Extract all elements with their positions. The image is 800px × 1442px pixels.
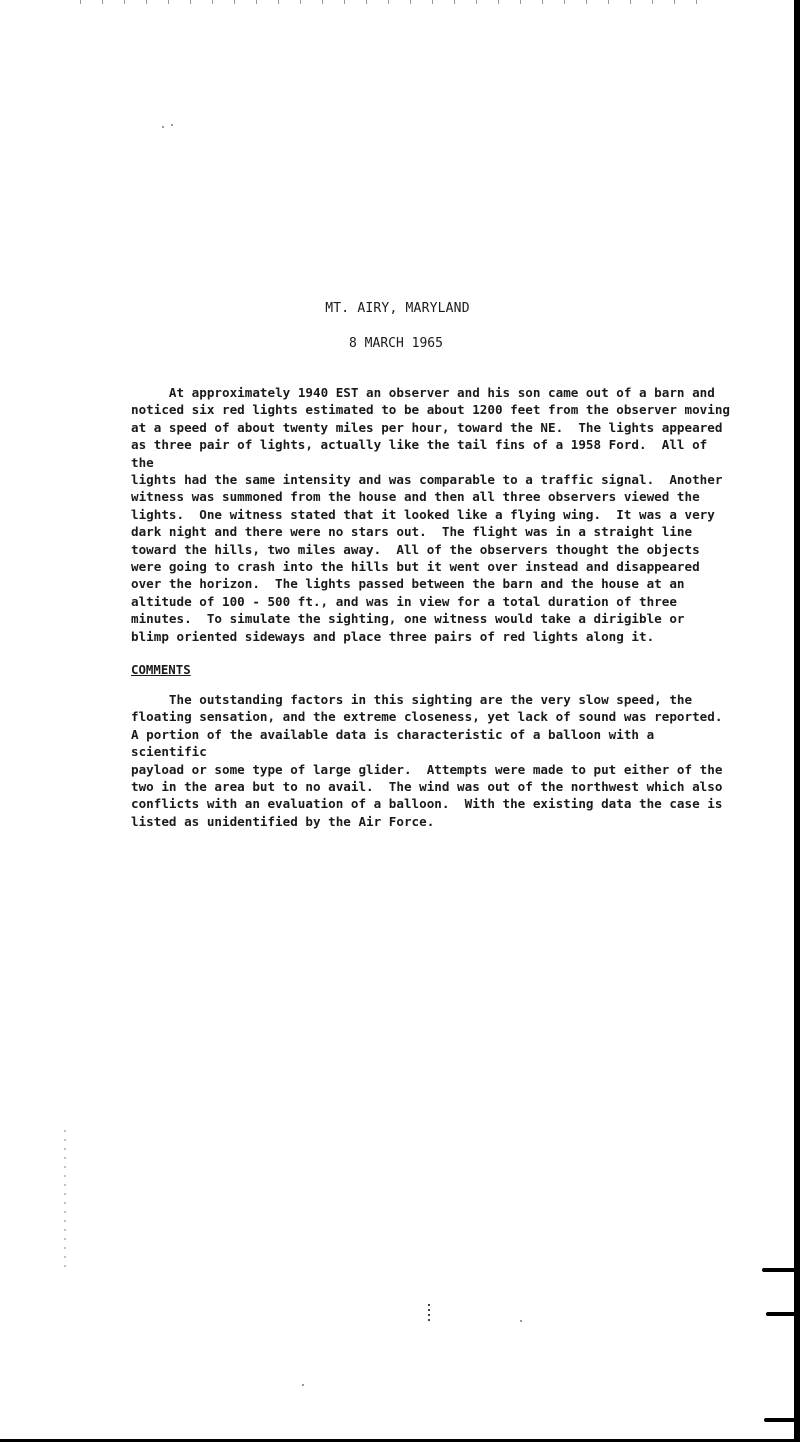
scan-speck bbox=[171, 124, 173, 126]
comments-heading: COMMENTS bbox=[131, 662, 191, 677]
text-line: altitude of 100 - 500 ft., and was in view for a total duration of three bbox=[131, 593, 677, 609]
text-line: at a speed of about twenty miles per hour, toward the NE. The lights appeared bbox=[131, 419, 723, 435]
text-line: were going to crash into the hills but it went over instead and disappeared bbox=[131, 559, 700, 575]
text-line: two in the area but to no avail. The wind was out of the northwest which also bbox=[131, 779, 723, 795]
scan-artifact-dots bbox=[64, 1130, 66, 1270]
text-line: A portion of the available data is characteristic of a balloon with a scientific bbox=[131, 726, 662, 760]
text-line: over the horizon. The lights passed between the barn and the house at an bbox=[131, 576, 685, 592]
date-text: 8 MARCH 1965 bbox=[349, 336, 443, 351]
scan-speck bbox=[162, 126, 164, 128]
document-date bbox=[0, 336, 800, 351]
text-line: blimp oriented sideways and place three pairs of red lights along it. bbox=[131, 628, 655, 644]
scan-mark bbox=[762, 1268, 796, 1272]
scan-speck bbox=[520, 1320, 522, 1322]
text-line: The outstanding factors in this sighting are the very slow speed, the bbox=[131, 692, 693, 707]
text-line: floating sensation, and the extreme closeness, yet lack of sound was reported. bbox=[131, 709, 723, 725]
text-line: payload or some type of large glider. Attempts were made to put either of the bbox=[131, 761, 723, 777]
text-line: dark night and there were no stars out. The flight was in a straight line bbox=[131, 524, 693, 540]
document-title bbox=[0, 301, 800, 316]
scan-artifact-dots bbox=[428, 1304, 430, 1322]
comments-body bbox=[131, 691, 731, 830]
text-line: toward the hills, two miles away. All of the observers thought the objects bbox=[131, 541, 700, 557]
scan-edge-right bbox=[794, 0, 800, 1442]
text-line: At approximately 1940 EST an observer and his son came out of a barn and bbox=[131, 385, 715, 400]
text-line: as three pair of lights, actually like the tail fins of a 1958 Ford. All of the bbox=[131, 437, 715, 470]
title-text: MT. AIRY, MARYLAND bbox=[325, 301, 470, 316]
text-line: lights had the same intensity and was comparable to a traffic signal. Another bbox=[131, 472, 723, 488]
scan-artifact-top bbox=[80, 0, 700, 4]
text-line: noticed six red lights estimated to be about 1200 feet from the observer moving bbox=[131, 402, 730, 418]
text-line: lights. One witness stated that it looked like a flying wing. It was a very bbox=[131, 506, 715, 522]
text-line: conflicts with an evaluation of a balloon. With the existing data the case is bbox=[131, 796, 723, 812]
text-line: listed as unidentified by the Air Force. bbox=[131, 813, 435, 829]
text-line: minutes. To simulate the sighting, one witness would take a dirigible or bbox=[131, 611, 685, 627]
sighting-description bbox=[131, 384, 731, 645]
scan-mark bbox=[766, 1312, 796, 1316]
text-line: witness was summoned from the house and then all three observers viewed the bbox=[131, 489, 700, 505]
scan-mark bbox=[764, 1418, 796, 1422]
scan-speck bbox=[302, 1384, 304, 1386]
